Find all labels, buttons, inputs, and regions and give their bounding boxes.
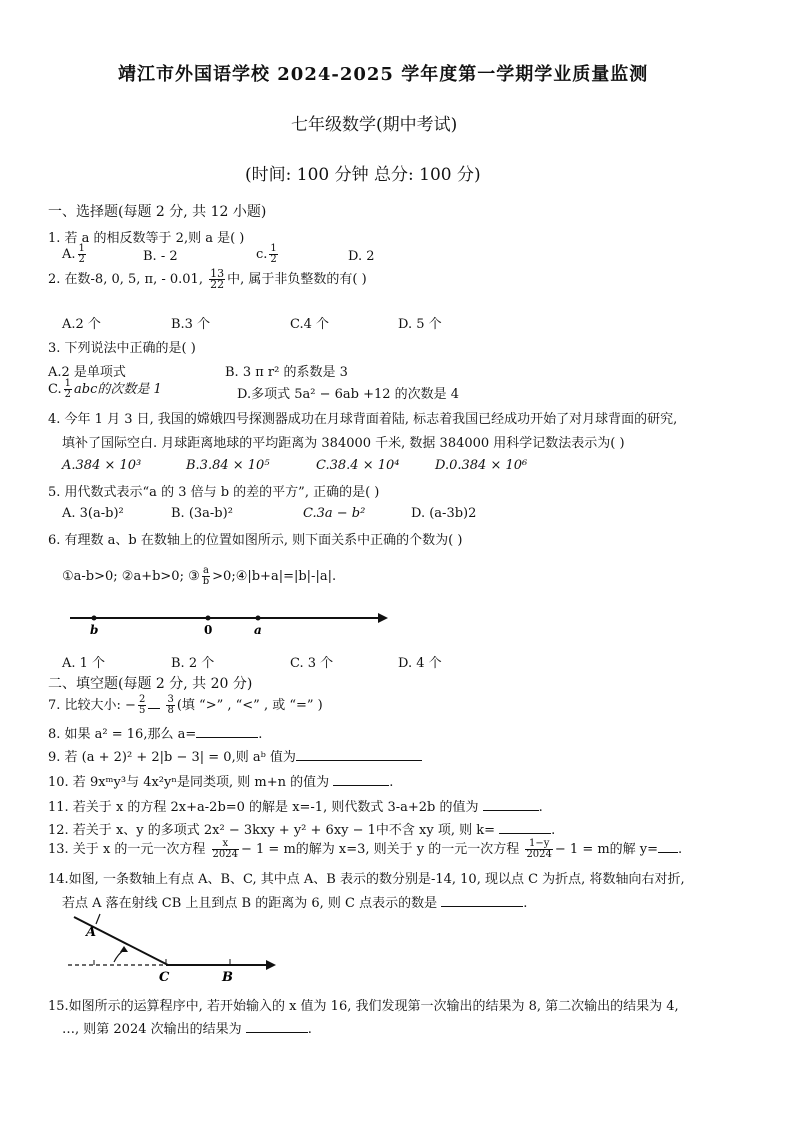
section-heading-fill: 二、填空题(每题 2 分, 共 20 分)	[48, 676, 253, 692]
q4-option-a: A.384 × 10³	[62, 458, 142, 473]
q2-option-a: A.2 个	[62, 317, 101, 332]
q3-option-a: A.2 是单项式	[48, 365, 126, 380]
q5-option-d: D. (a-3b)2	[411, 506, 477, 521]
q15-line1: 15.如图所示的运算程序中, 若开始输入的 x 值为 16, 我们发现第一次输出的结果为 8, 第二次输出的结果为 4,	[48, 999, 679, 1014]
q7: 7. 比较大小: − $\frac{2}{5}$ $\frac{3}{8}$ (填 “>” , “<” , 或 “=” )	[48, 694, 323, 716]
q11-answer-blank[interactable]	[483, 798, 539, 811]
q6-number-line-figure	[60, 606, 390, 638]
q12: 12. 若关于 x、y 的多项式 2x² − 3kxy + y² + 6xy − 1中不含 xy 项, 则 k= .	[48, 823, 556, 838]
q1-option-b: B. - 2	[143, 249, 178, 264]
q2-option-b: B.3 个	[171, 317, 211, 332]
label-a: a	[254, 623, 262, 637]
q6-option-d: D. 4 个	[398, 656, 442, 671]
q5-option-a: A. 3(a-b)²	[62, 506, 124, 521]
label-b: b	[90, 623, 99, 637]
q6-option-c: C. 3 个	[290, 656, 334, 671]
label-A: A	[86, 925, 97, 940]
q14-line1: 14.如图, 一条数轴上有点 A、B、C, 其中点 A、B 表示的数分别是-14, 10, 现以点 C 为折点, 将数轴向右对折,	[48, 872, 685, 887]
q6-option-b: B. 2 个	[171, 656, 215, 671]
section-heading-choice: 一、选择题(每题 2 分, 共 12 小题)	[48, 204, 267, 220]
q15-line2: …, 则第 2024 次输出的结果为 .	[62, 1022, 312, 1037]
solid-line-arrow	[266, 960, 276, 970]
q14-line2: 若点 A 落在射线 CB 上且到点 B 的距离为 6, 则 C 点表示的数是 .	[62, 896, 528, 911]
q4-option-d: D.0.384 × 10⁶	[435, 458, 528, 473]
q13-answer-blank[interactable]	[658, 840, 678, 853]
q1-stem: 1. 若 a 的相反数等于 2,则 a 是( )	[48, 231, 245, 246]
q10: 10. 若 9xᵐy³与 4x²yⁿ是同类项, 则 m+n 的值为 .	[48, 775, 394, 790]
q3-option-d: D.多项式 5a² − 6ab +12 的次数是 4	[237, 387, 460, 402]
q6-relations: ①a-b>0; ②a+b>0; ③ $\frac{a}{b}$ >0;④|b+a|=|b|-|a|.	[62, 565, 337, 587]
label-0: 0	[204, 623, 213, 637]
q12-answer-blank[interactable]	[499, 821, 551, 834]
page-title: 靖江市外国语学校 2024-2025 学年度第一学期学业质量监测	[118, 64, 649, 85]
q11: 11. 若关于 x 的方程 2x+a-2b=0 的解是 x=-1, 则代数式 3-a+2b 的值为 .	[48, 800, 543, 815]
q4-line1: 4. 今年 1 月 3 日, 我国的嫦娥四号探测器成功在月球背面着陆, 标志着我国已经成功开始了对月球背面的研究,	[48, 412, 678, 427]
q8-answer-blank[interactable]	[196, 725, 258, 738]
label-C: C	[159, 970, 170, 984]
point-0	[206, 616, 211, 621]
q4-option-c: C.38.4 × 10⁴	[316, 458, 400, 473]
q2-option-c: C.4 个	[290, 317, 330, 332]
q6-stem: 6. 有理数 a、b 在数轴上的位置如图所示, 则下面关系中正确的个数为( )	[48, 533, 463, 548]
exam-subtitle: 七年级数学(期中考试)	[291, 115, 458, 135]
time-info: (时间: 100 分钟 总分: 100 分)	[245, 165, 481, 185]
q3-option-c: C. $\frac{1}{2}$ abc的次数是 1	[48, 378, 162, 400]
q2-stem: 2. 在数-8, 0, 5, π, - 0.01, $\frac{13}{22}$ 中, 属于非负整数的有( )	[48, 267, 367, 291]
q4-option-b: B.3.84 × 10⁵	[186, 458, 270, 473]
q9-answer-blank[interactable]	[296, 748, 422, 761]
q2-option-d: D. 5 个	[398, 317, 442, 332]
q1-option-d: D. 2	[348, 249, 375, 264]
q10-answer-blank[interactable]	[333, 773, 389, 786]
q14-answer-blank[interactable]	[441, 894, 523, 907]
fold-arrow-head	[120, 946, 128, 952]
number-line-arrow	[378, 613, 388, 623]
q5-option-c: C.3a − b²	[303, 506, 366, 521]
q15-answer-blank[interactable]	[246, 1020, 308, 1033]
q3-option-b: B. 3 π r² 的系数是 3	[225, 365, 348, 380]
q5-stem: 5. 用代数式表示“a 的 3 倍与 b 的差的平方”, 正确的是( )	[48, 485, 380, 500]
point-b	[92, 616, 97, 621]
q8: 8. 如果 a² = 16,那么 a= .	[48, 727, 263, 742]
q9: 9. 若 (a + 2)² + 2|b − 3| = 0,则 aᵇ 值为	[48, 746, 422, 765]
q1-option-a: A. $\frac{1}{2}$	[62, 243, 85, 265]
q6-option-a: A. 1 个	[62, 656, 106, 671]
q3-stem: 3. 下列说法中正确的是( )	[48, 341, 196, 356]
label-B: B	[222, 970, 233, 984]
q14-fold-figure	[62, 908, 282, 984]
point-a	[256, 616, 261, 621]
q5-option-b: B. (3a-b)²	[171, 506, 233, 521]
q4-line2: 填补了国际空白. 月球距离地球的平均距离为 384000 千米, 数据 384000 用科学记数法表示为( )	[62, 436, 625, 451]
q1-option-c: c. $\frac{1}{2}$	[256, 243, 277, 265]
q13: 13. 关于 x 的一元一次方程 $\frac{x}{2024}$ − 1 = m的解为 x=3, 则关于 y 的一元一次方程 $\frac{1-y}{2024}$ − 1 = m的解 y= .	[48, 838, 683, 860]
tick-a	[96, 914, 100, 924]
